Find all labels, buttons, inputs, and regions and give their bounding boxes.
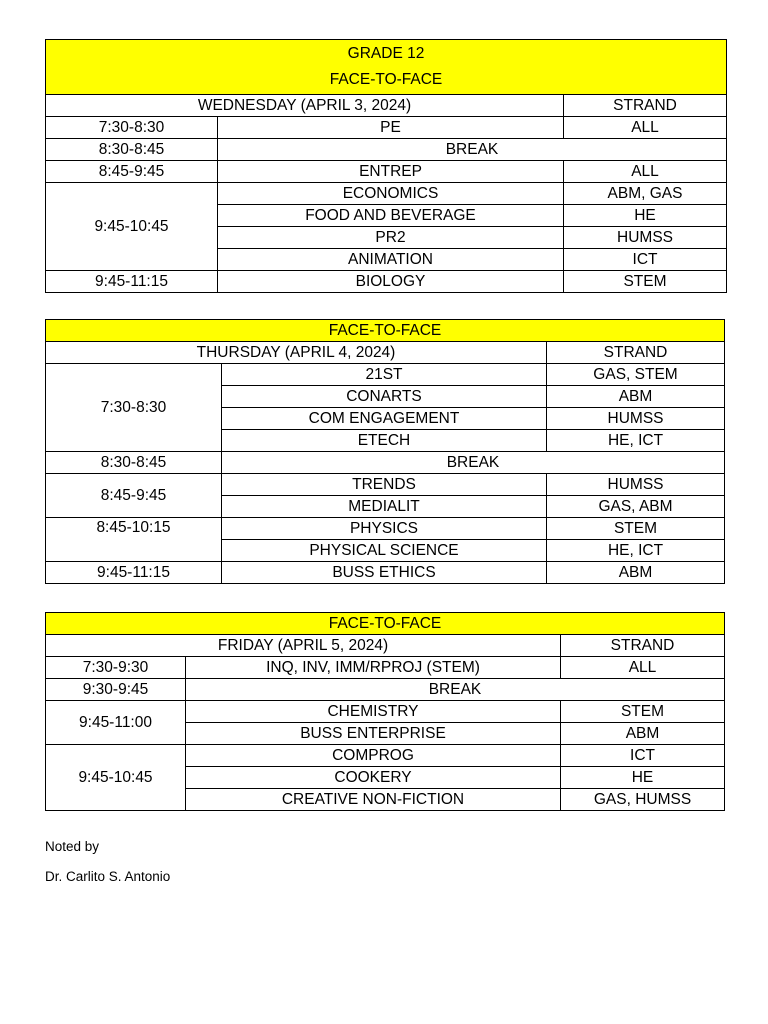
subject-cell: FOOD AND BEVERAGE bbox=[218, 205, 564, 227]
time-cell: 8:45-9:45 bbox=[46, 161, 218, 183]
mode-title: FACE-TO-FACE bbox=[46, 613, 725, 635]
friday-schedule-table bbox=[45, 612, 725, 811]
table-title-row bbox=[46, 613, 725, 635]
break-cell: BREAK bbox=[222, 452, 725, 474]
mode-title: FACE-TO-FACE bbox=[329, 71, 443, 88]
table-row bbox=[46, 518, 725, 540]
time-cell: 7:30-8:30 bbox=[46, 364, 222, 452]
strand-cell: ABM, GAS bbox=[564, 183, 727, 205]
break-cell: BREAK bbox=[218, 139, 727, 161]
strand-cell: ICT bbox=[561, 745, 725, 767]
subject-cell: CREATIVE NON-FICTION bbox=[186, 789, 561, 811]
table-row bbox=[46, 562, 725, 584]
strand-cell: ALL bbox=[564, 117, 727, 139]
strand-cell: ABM bbox=[547, 386, 725, 408]
mode-title: FACE-TO-FACE bbox=[46, 320, 725, 342]
subject-cell: MEDIALIT bbox=[222, 496, 547, 518]
time-cell: 9:45-11:15 bbox=[46, 271, 218, 293]
strand-cell: ABM bbox=[561, 723, 725, 745]
time-cell: 8:30-8:45 bbox=[46, 452, 222, 474]
strand-cell: ICT bbox=[564, 249, 727, 271]
day-header-row bbox=[46, 95, 727, 117]
table-row bbox=[46, 364, 725, 386]
table-row bbox=[46, 745, 725, 767]
strand-cell: HUMSS bbox=[547, 408, 725, 430]
day-header: THURSDAY (APRIL 4, 2024) bbox=[46, 342, 547, 364]
table-row bbox=[46, 183, 727, 205]
time-cell: 7:30-9:30 bbox=[46, 657, 186, 679]
strand-cell: ALL bbox=[561, 657, 725, 679]
subject-cell: PE bbox=[218, 117, 564, 139]
table-row bbox=[46, 657, 725, 679]
break-row bbox=[46, 452, 725, 474]
strand-cell: ABM bbox=[547, 562, 725, 584]
strand-cell: HE, ICT bbox=[547, 430, 725, 452]
noted-by-label: Noted by bbox=[45, 839, 100, 854]
break-row bbox=[46, 139, 727, 161]
subject-cell: PR2 bbox=[218, 227, 564, 249]
subject-cell: ANIMATION bbox=[218, 249, 564, 271]
subject-cell: COM ENGAGEMENT bbox=[222, 408, 547, 430]
subject-cell: BIOLOGY bbox=[218, 271, 564, 293]
subject-cell: COMPROG bbox=[186, 745, 561, 767]
subject-cell: INQ, INV, IMM/RPROJ (STEM) bbox=[186, 657, 561, 679]
time-cell: 9:45-11:00 bbox=[46, 701, 186, 745]
strand-cell: STEM bbox=[564, 271, 727, 293]
time-cell: 9:45-10:45 bbox=[46, 183, 218, 271]
signer-name: Dr. Carlito S. Antonio bbox=[45, 869, 171, 884]
time-cell: 9:45-11:15 bbox=[46, 562, 222, 584]
grade-title: GRADE 12 bbox=[347, 45, 425, 62]
day-header-row bbox=[46, 342, 725, 364]
table-title-row bbox=[46, 40, 727, 95]
time-cell: 8:45-10:15 bbox=[46, 518, 222, 562]
strand-cell: GAS, ABM bbox=[547, 496, 725, 518]
strand-header: STRAND bbox=[564, 95, 727, 117]
strand-cell: GAS, STEM bbox=[547, 364, 725, 386]
strand-cell: STEM bbox=[561, 701, 725, 723]
thursday-schedule-table bbox=[45, 319, 725, 584]
strand-cell: GAS, HUMSS bbox=[561, 789, 725, 811]
strand-cell: STEM bbox=[547, 518, 725, 540]
break-row bbox=[46, 679, 725, 701]
time-cell: 7:30-8:30 bbox=[46, 117, 218, 139]
table-title-row bbox=[46, 320, 725, 342]
day-header-row bbox=[46, 635, 725, 657]
strand-cell: HUMSS bbox=[564, 227, 727, 249]
time-cell: 8:45-9:45 bbox=[46, 474, 222, 518]
strand-cell: HE, ICT bbox=[547, 540, 725, 562]
subject-cell: COOKERY bbox=[186, 767, 561, 789]
break-cell: BREAK bbox=[186, 679, 725, 701]
day-header: FRIDAY (APRIL 5, 2024) bbox=[46, 635, 561, 657]
table-row bbox=[46, 701, 725, 723]
subject-cell: TRENDS bbox=[222, 474, 547, 496]
time-cell: 9:45-10:45 bbox=[46, 745, 186, 811]
subject-cell: PHYSICAL SCIENCE bbox=[222, 540, 547, 562]
time-cell: 9:30-9:45 bbox=[46, 679, 186, 701]
strand-header: STRAND bbox=[547, 342, 725, 364]
table-row bbox=[46, 271, 727, 293]
time-cell: 8:30-8:45 bbox=[46, 139, 218, 161]
strand-header: STRAND bbox=[561, 635, 725, 657]
strand-cell: HE bbox=[561, 767, 725, 789]
table-row bbox=[46, 117, 727, 139]
subject-cell: CHEMISTRY bbox=[186, 701, 561, 723]
day-header: WEDNESDAY (APRIL 3, 2024) bbox=[46, 95, 564, 117]
wednesday-schedule-table bbox=[45, 39, 727, 293]
strand-cell: HE bbox=[564, 205, 727, 227]
subject-cell: PHYSICS bbox=[222, 518, 547, 540]
strand-cell: HUMSS bbox=[547, 474, 725, 496]
strand-cell: ALL bbox=[564, 161, 727, 183]
title-cell bbox=[46, 40, 727, 95]
table-row bbox=[46, 161, 727, 183]
subject-cell: ECONOMICS bbox=[218, 183, 564, 205]
table-row bbox=[46, 474, 725, 496]
subject-cell: ENTREP bbox=[218, 161, 564, 183]
subject-cell: BUSS ENTERPRISE bbox=[186, 723, 561, 745]
subject-cell: CONARTS bbox=[222, 386, 547, 408]
subject-cell: BUSS ETHICS bbox=[222, 562, 547, 584]
subject-cell: 21ST bbox=[222, 364, 547, 386]
subject-cell: ETECH bbox=[222, 430, 547, 452]
